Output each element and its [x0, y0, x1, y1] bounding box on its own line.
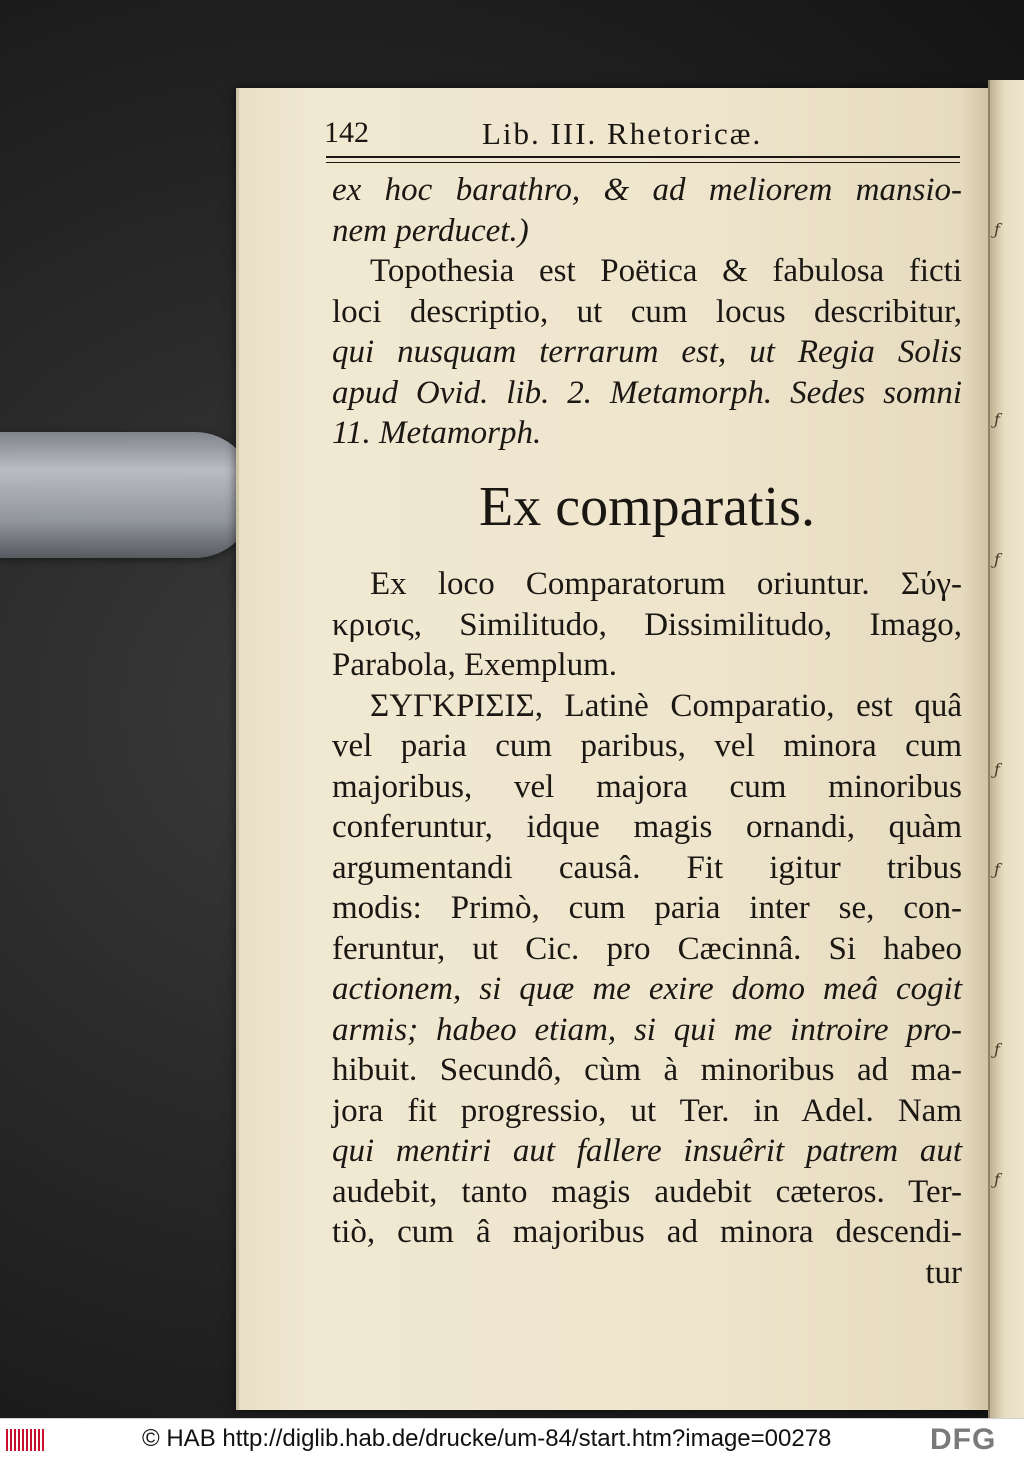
text-line: loci descriptio, ut cum locus describitur,: [332, 293, 962, 330]
text-line: nem perducet.): [332, 212, 529, 249]
barcode-icon: [6, 1429, 44, 1451]
text-line: hibuit. Secundô, cùm à minoribus ad ma-: [332, 1052, 962, 1088]
running-head: [324, 116, 964, 156]
text-line: modis: Primò, cum paria inter se, con-: [332, 890, 962, 926]
text-line: tiò, cum â majoribus ad minora descendi-: [332, 1214, 962, 1250]
footer-bar: [0, 1418, 1024, 1459]
text-line: conferuntur, idque magis ornandi, quàm: [332, 809, 962, 845]
source-link[interactable]: © HAB http://diglib.hab.de/drucke/um-84/start.htm?image=00278: [142, 1425, 832, 1452]
text-block-bottom: [332, 564, 962, 1293]
text-line: argumentandi causâ. Fit igitur tribus: [332, 849, 962, 886]
text-line: jora fit progressio, ut Ter. in Adel. Nam: [332, 1092, 962, 1129]
text-line: armis; habeo etiam, si qui me introire pro-: [332, 1011, 962, 1048]
text-line: κρισις, Similitudo, Dissimilitudo, Imago,: [332, 606, 962, 643]
facing-page-edge: [988, 80, 1024, 1418]
text-line: feruntur, ut Cic. pro Cæcinnâ. Si habeo: [332, 930, 962, 967]
dfg-logo: DFG: [930, 1423, 997, 1456]
text-block-top: [332, 170, 962, 454]
header-rule: [326, 156, 960, 163]
section-heading: Ex comparatis.: [479, 476, 815, 538]
scanner-guide-strip: [0, 432, 255, 558]
text-line: 11. Metamorph.: [332, 415, 542, 451]
catchword: tur: [925, 1254, 962, 1291]
text-line: audebit, tanto magis audebit cæteros. Ter-: [332, 1173, 962, 1210]
running-title: Lib. III. Rhetoricæ.: [482, 116, 763, 151]
text-line: Topothesia est Poëtica & fabulosa ficti: [370, 253, 962, 289]
marginal-handwriting: ƒ ƒ ƒ ƒ ƒ ƒ ƒ: [994, 220, 1000, 1189]
text-line: ex hoc barathro, & ad meliorem mansio-: [332, 172, 962, 208]
text-line: apud Ovid. lib. 2. Metamorph. Sedes somni: [332, 374, 962, 411]
text-line: qui mentiri aut fallere insuêrit patrem aut: [332, 1133, 962, 1169]
text-line: Parabola, Exemplum.: [332, 647, 618, 683]
text-line: actionem, si quæ me exire domo meâ cogit: [332, 971, 962, 1007]
text-line: Ex loco Comparatorum oriuntur. Σύγ-: [370, 566, 962, 602]
text-line: vel paria cum paribus, vel minora cum: [332, 728, 962, 764]
text-line: majoribus, vel majora cum minoribus: [332, 768, 962, 805]
text-line: ΣΥΓΚΡΙΣΙΣ, Latinè Comparatio, est quâ: [370, 687, 962, 724]
page-number: 142: [324, 116, 369, 149]
text-line: qui nusquam terrarum est, ut Regia Solis: [332, 334, 962, 370]
